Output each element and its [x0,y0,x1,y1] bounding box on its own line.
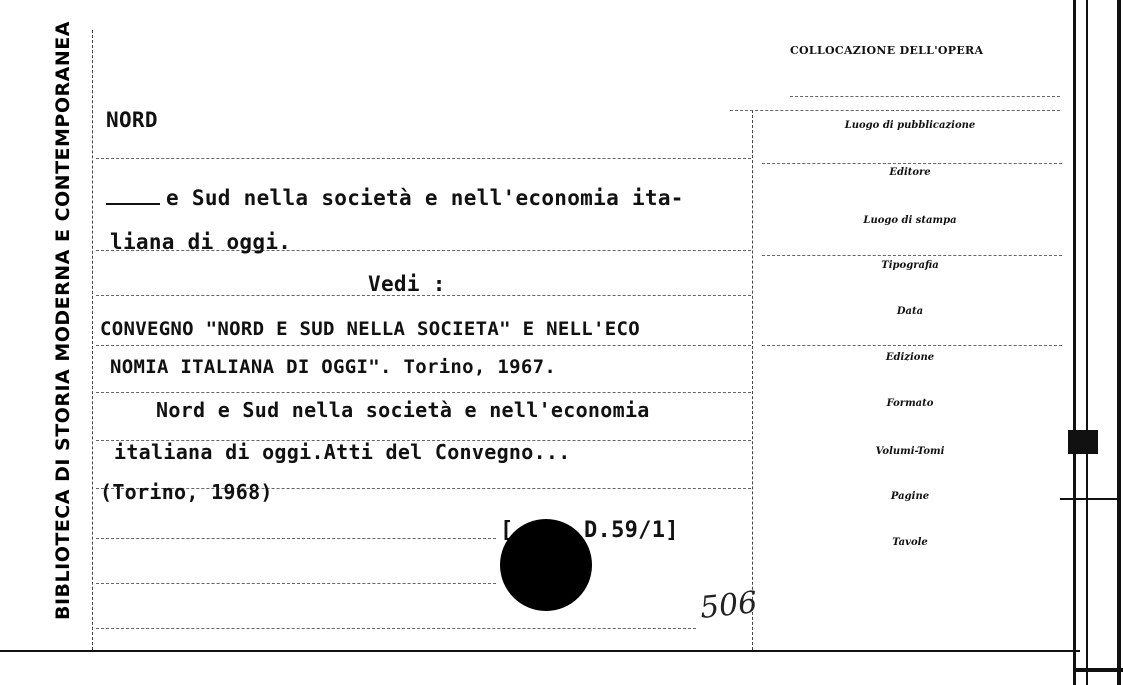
reference-line-2: NOMIA ITALIANA DI OGGI". Torino, 1967. [110,356,557,378]
field-editore: Editore [889,167,931,178]
card-bottom-edge [0,650,1080,652]
field-data: Data [896,306,924,317]
see-reference-label: Vedi : [368,272,446,296]
text-area-right-rule [752,110,753,650]
publication-line-3: (Torino, 1968) [100,480,273,504]
card-right-edge [1073,0,1076,685]
guide-line [96,392,751,393]
library-name-vertical: BIBLIOTECA DI STORIA MODERNA E CONTEMPORANEA [52,21,74,620]
field-divider [762,255,1062,256]
field-tavole: Tavole [892,537,928,548]
ink-blot-stamp [500,519,592,611]
field-luogo-pubblicazione: Luogo di pubblicazione [844,120,976,131]
card-right-edge [1086,0,1088,685]
guide-line [96,538,496,539]
title-line-1-text: e Sud nella società e nell'economia ita- [166,186,684,210]
collocazione-label: COLLOCAZIONE DELL'OPERA [790,44,984,57]
card-right-edge [1117,0,1121,685]
clip-mark [1068,430,1098,454]
title-line-2: liana di oggi. [110,230,292,254]
field-divider [762,163,1062,164]
guide-line [96,158,751,159]
guide-line [96,345,751,346]
field-tipografia: Tipografia [881,260,939,271]
repeat-heading-line [106,203,160,205]
publication-line-1: Nord e Sud nella società e nell'economia [156,398,650,422]
reference-line-1: CONVEGNO "NORD E SUD NELLA SOCIETA" E NELL'ECO [100,318,640,340]
field-formato: Formato [886,398,934,409]
card-bottom-edge [1075,668,1123,672]
guide-line [96,583,496,584]
field-edizione: Edizione [885,352,935,363]
field-divider [762,345,1062,346]
title-line-1 [106,186,684,210]
field-volumi-tomi: Volumi-Tomi [875,446,945,457]
guide-line [96,628,696,629]
shelfmark-open-bracket: [ [500,518,514,543]
field-divider [790,96,1060,97]
field-box-top [730,110,1060,111]
left-margin-rule [92,30,93,650]
shelfmark: D.59/1] [584,518,679,543]
publication-line-2: italiana di oggi.Atti del Convegno... [114,440,571,464]
heading-entry: NORD [106,108,158,132]
folder-fold [1060,498,1120,500]
field-luogo-stampa: Luogo di stampa [863,215,957,226]
handwritten-number: 506 [698,585,759,626]
field-pagine: Pagine [890,491,930,502]
